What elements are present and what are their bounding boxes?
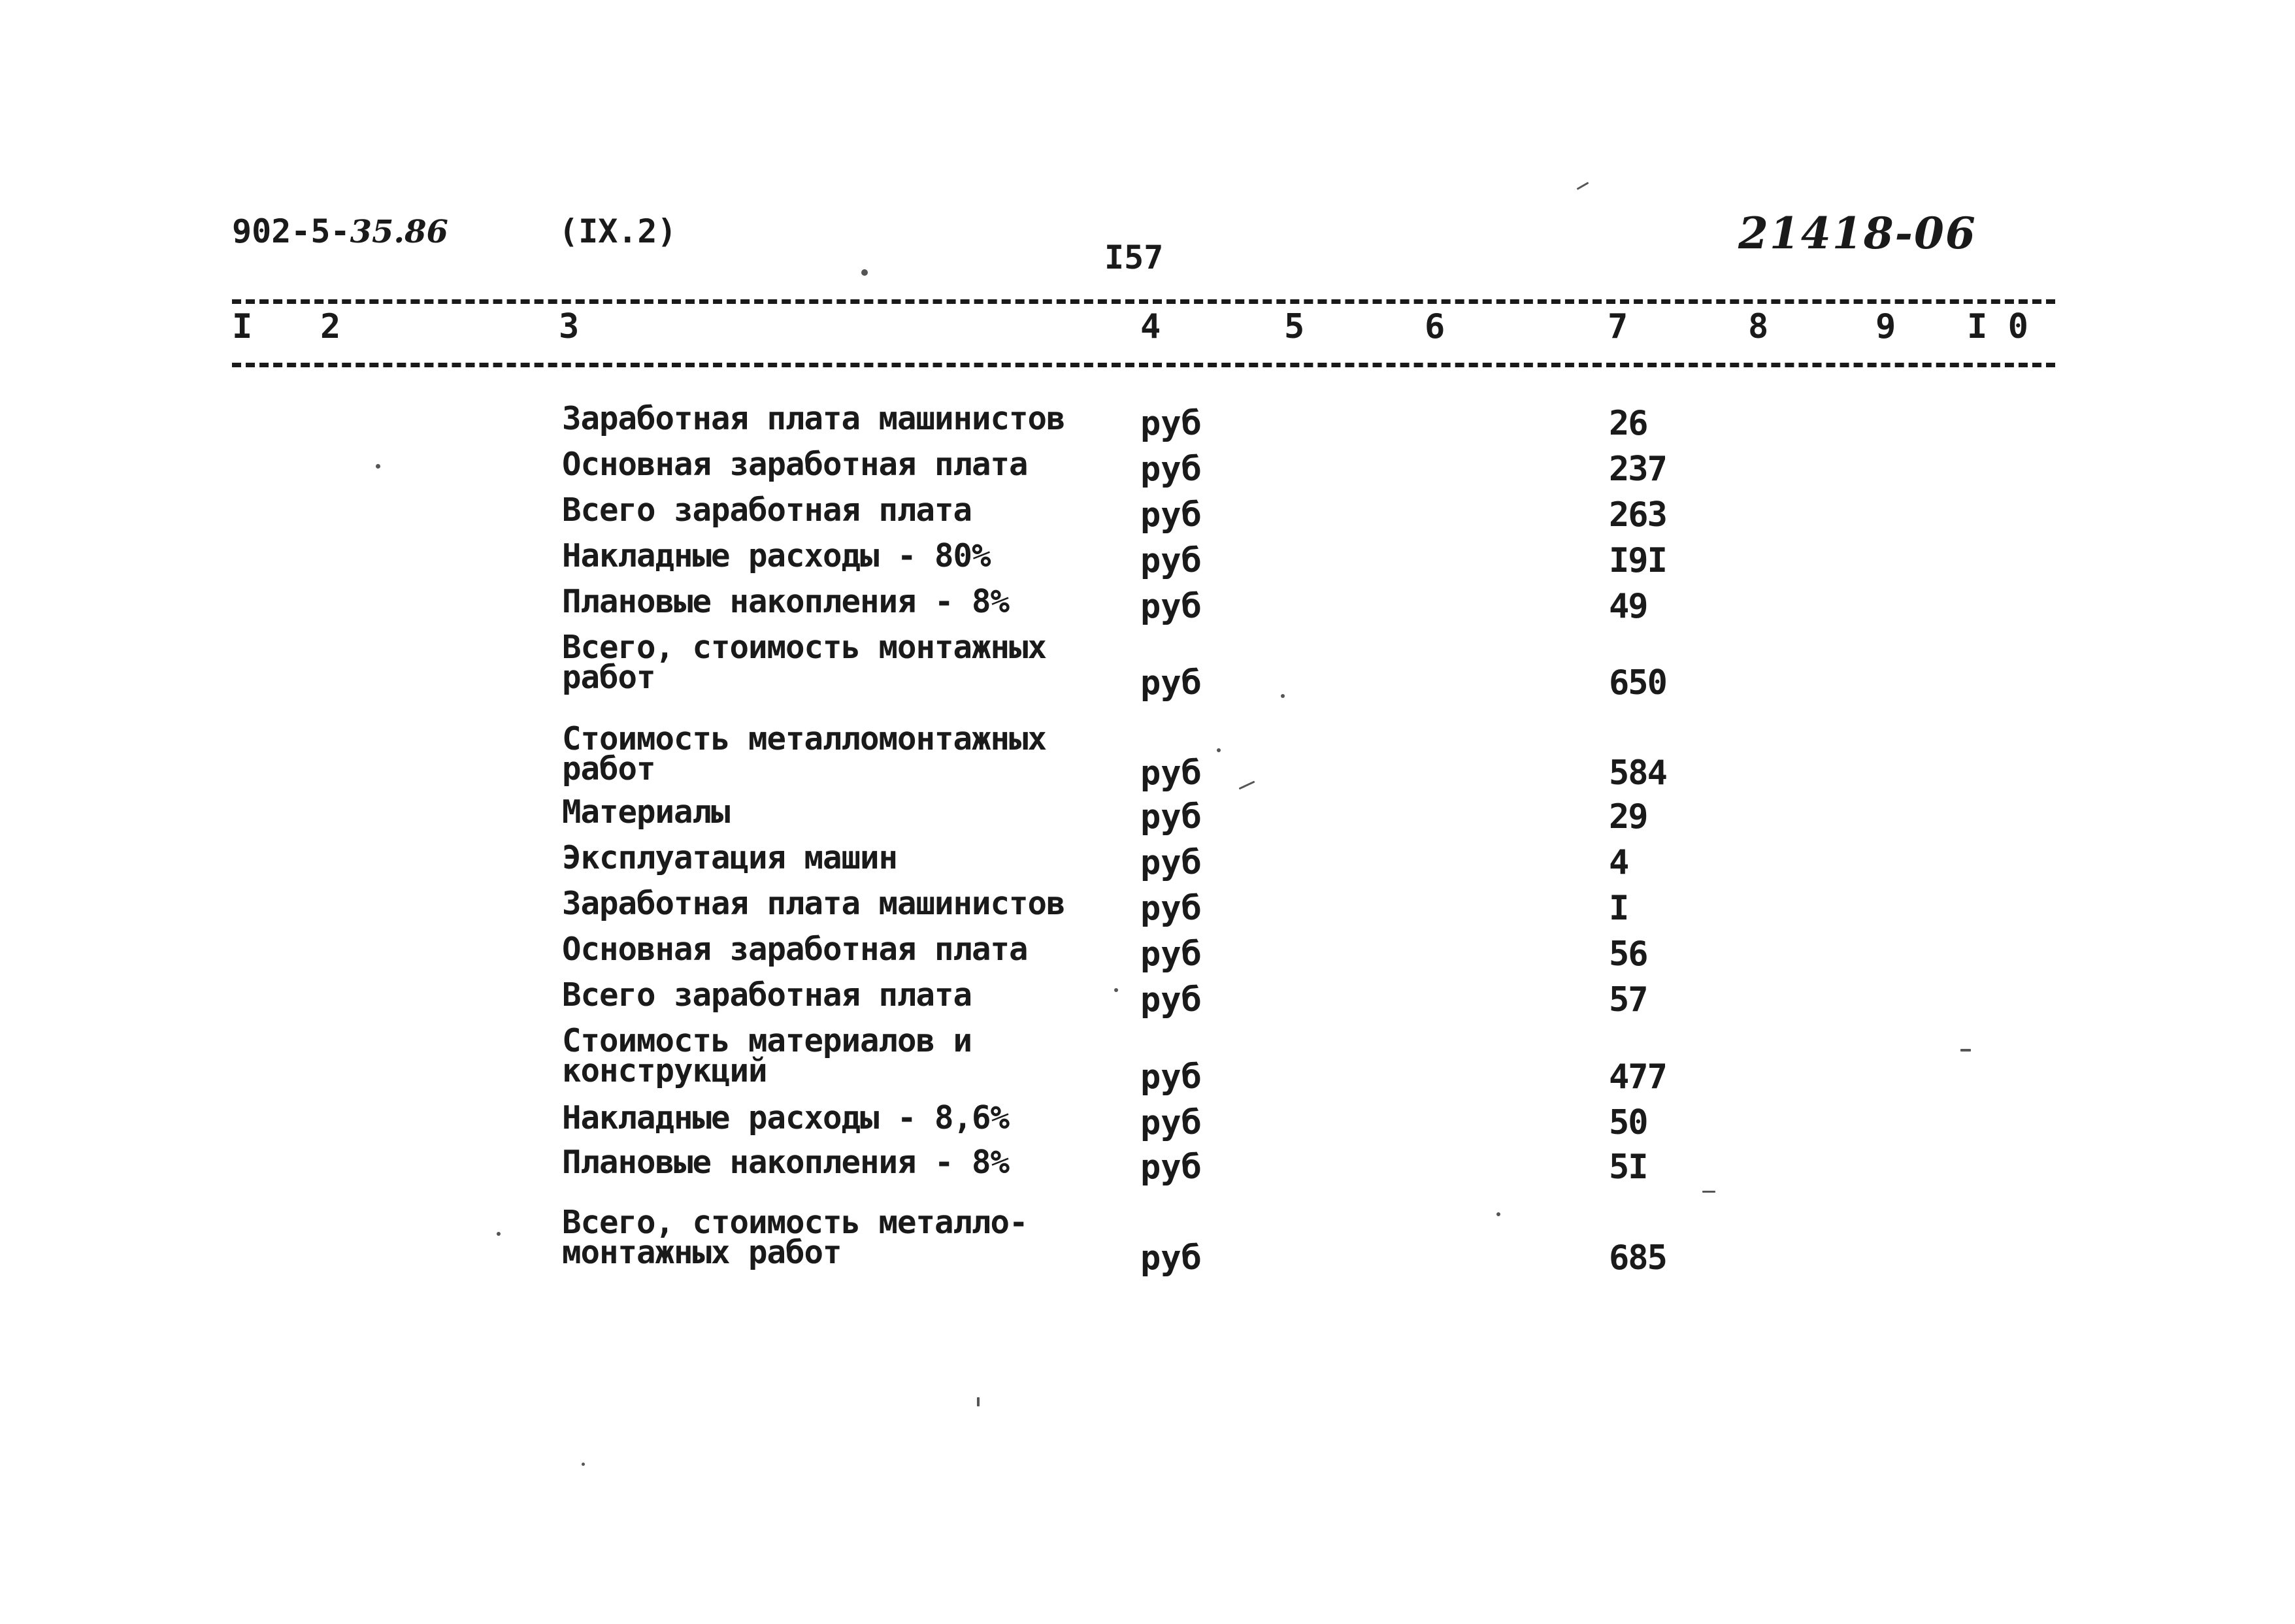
- row-8-unit: руб: [1140, 797, 1202, 837]
- row-15-unit: руб: [1140, 1148, 1202, 1187]
- row-9-unit: руб: [1140, 843, 1202, 882]
- header-rule-bottom: [232, 363, 2055, 367]
- header-rule-top: [232, 299, 2055, 304]
- column-number-6: 6: [1425, 307, 1445, 346]
- row-16-value: 685: [1609, 1238, 1666, 1278]
- row-3-description: Всего заработная плата: [562, 491, 972, 529]
- row-6-description: Всего, стоимость монтажных работ: [562, 629, 1047, 696]
- row-5-description: Плановые накопления - 8%: [562, 583, 1010, 620]
- row-5-value: 49: [1609, 587, 1647, 626]
- row-13-value: 477: [1609, 1057, 1666, 1097]
- row-4-value: I9I: [1609, 541, 1666, 580]
- row-16-description: Всего, стоимость металло- монтажных работ: [562, 1204, 1028, 1271]
- handwritten-stamp: 21418-06: [1738, 208, 1977, 259]
- row-10-description: Заработная плата машинистов: [562, 885, 1065, 922]
- row-2-unit: руб: [1140, 450, 1202, 489]
- page-number: I57: [1104, 239, 1164, 276]
- row-15-description: Плановые накопления - 8%: [562, 1144, 1010, 1181]
- row-7-unit: руб: [1140, 754, 1202, 793]
- row-12-unit: руб: [1140, 980, 1202, 1019]
- row-7-value: 584: [1609, 754, 1666, 793]
- row-13-unit: руб: [1140, 1057, 1202, 1097]
- row-4-unit: руб: [1140, 541, 1202, 580]
- scan-speck: [1577, 182, 1589, 190]
- document-code-prefix: 902-5-: [232, 212, 350, 250]
- scan-speck: [1496, 1212, 1500, 1216]
- row-10-value: I: [1609, 889, 1628, 928]
- row-3-unit: руб: [1140, 495, 1202, 535]
- row-2-value: 237: [1609, 450, 1666, 489]
- row-3-value: 263: [1609, 495, 1666, 535]
- scan-speck: [1281, 694, 1285, 698]
- row-8-value: 29: [1609, 797, 1647, 837]
- row-11-unit: руб: [1140, 935, 1202, 974]
- row-12-value: 57: [1609, 980, 1647, 1019]
- row-1-unit: руб: [1140, 404, 1202, 443]
- row-11-description: Основная заработная плата: [562, 931, 1028, 968]
- row-13-description: Стоимость материалов и конструкций: [562, 1022, 972, 1089]
- column-number-5: 5: [1284, 307, 1305, 346]
- column-number-8: 8: [1748, 307, 1769, 346]
- scan-speck: [1217, 748, 1221, 752]
- section-number: (IX.2): [559, 212, 677, 250]
- column-number-3: 3: [559, 307, 580, 346]
- column-number-4: 4: [1140, 307, 1161, 346]
- row-6-unit: руб: [1140, 663, 1202, 703]
- column-number-7: 7: [1608, 307, 1628, 346]
- row-8-description: Материалы: [562, 793, 730, 831]
- scan-speck: [1114, 988, 1118, 992]
- row-11-value: 56: [1609, 935, 1647, 974]
- row-7-description: Стоимость металломонтажных работ: [562, 720, 1047, 787]
- scan-speck: [1960, 1049, 1971, 1052]
- row-14-unit: руб: [1140, 1103, 1202, 1142]
- row-14-value: 50: [1609, 1103, 1647, 1142]
- row-12-description: Всего заработная плата: [562, 976, 972, 1014]
- row-14-description: Накладные расходы - 8,6%: [562, 1099, 1010, 1136]
- row-2-description: Основная заработная плата: [562, 446, 1028, 483]
- scan-speck: [977, 1397, 980, 1406]
- scan-speck: [376, 464, 380, 469]
- row-15-value: 5I: [1609, 1148, 1647, 1187]
- document-code-handwritten: 35.86: [350, 214, 448, 250]
- row-10-unit: руб: [1140, 889, 1202, 928]
- row-5-unit: руб: [1140, 587, 1202, 626]
- scan-speck: [582, 1463, 585, 1466]
- scan-speck: [1239, 781, 1255, 790]
- row-9-value: 4: [1609, 843, 1628, 882]
- row-1-description: Заработная плата машинистов: [562, 400, 1065, 437]
- row-6-value: 650: [1609, 663, 1666, 703]
- row-4-description: Накладные расходы - 80%: [562, 537, 991, 574]
- row-9-description: Эксплуатация машин: [562, 839, 898, 876]
- column-number-10: I 0: [1967, 307, 2028, 346]
- scan-speck: [861, 269, 868, 276]
- scan-speck: [1702, 1191, 1715, 1193]
- column-number-2: 2: [320, 307, 341, 346]
- scan-speck: [497, 1232, 501, 1236]
- row-16-unit: руб: [1140, 1238, 1202, 1278]
- row-1-value: 26: [1609, 404, 1647, 443]
- column-number-1: I: [232, 307, 253, 346]
- column-number-9: 9: [1875, 307, 1896, 346]
- document-code: [232, 212, 448, 250]
